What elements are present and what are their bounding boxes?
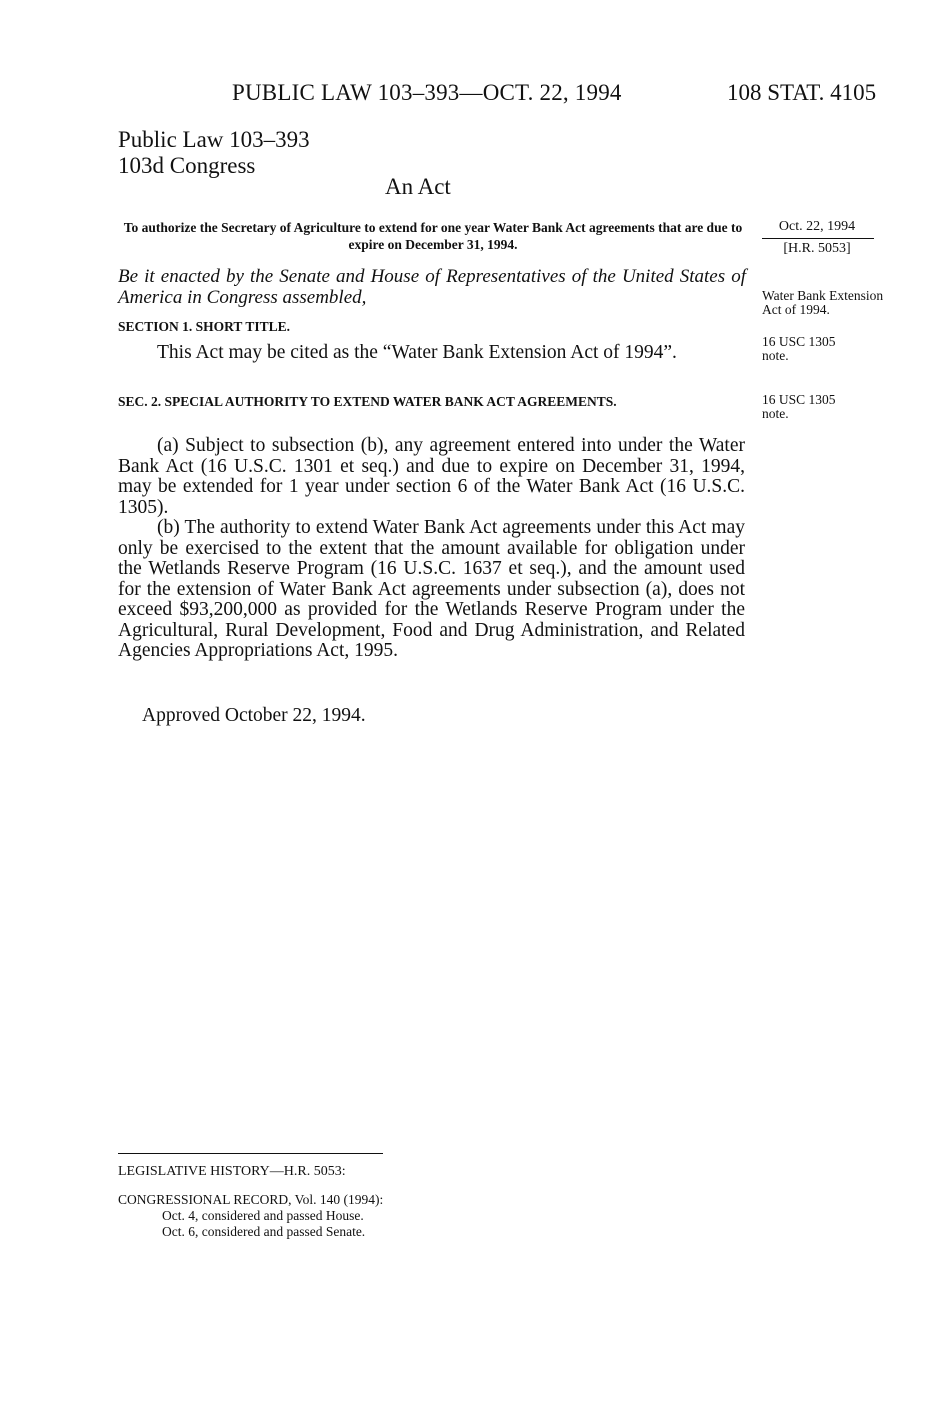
running-head: PUBLIC LAW 103–393—OCT. 22, 1994 — [232, 80, 622, 105]
congressional-record-citation: CONGRESSIONAL RECORD, Vol. 140 (1994): — [118, 1192, 384, 1207]
section-2-heading: SEC. 2. SPECIAL AUTHORITY TO EXTEND WATER BANK ACT AGREEMENTS. — [118, 394, 617, 409]
margin-date: Oct. 22, 1994 — [778, 219, 856, 234]
purpose-statement: To authorize the Secretary of Agriculture to extend for one year Water Bank Act agreements that are due to expire on December 31, 1994. — [123, 220, 743, 252]
enacting-clause: Be it enacted by the Senate and House of Representatives of the United States of America in Congress assembled, — [118, 266, 746, 308]
margin-note-usc-1: 16 USC 1305 note. — [762, 334, 836, 363]
congress-number: 103d Congress — [118, 153, 256, 178]
margin-note-short-title: Water Bank Extension Act of 1994. — [762, 288, 884, 317]
margin-divider — [762, 238, 874, 239]
statutes-citation: 108 STAT. 4105 — [727, 80, 877, 105]
section-1-heading: SECTION 1. SHORT TITLE. — [118, 319, 290, 334]
legislative-action: Oct. 6, considered and passed Senate. — [162, 1224, 366, 1239]
approval-date: Approved October 22, 1994. — [142, 705, 366, 726]
legislative-history-divider — [118, 1153, 383, 1154]
section-2-paragraph-b: (b) The authority to extend Water Bank Act agreements under this Act may only be exercised to the extent that the amount available for obligation under the Wetlands Reserve Program (16 U.S.C. 1637 et seq.), and the amount used for the extension of Water Bank Act agreements under subsection (a), does not exceed $93,200,000 as provided for the Wetlands Reserve Program under the Agricultural, Rural Development, Food and Drug Administration, and Related Agencies Appropriations Act, 1995. — [118, 517, 745, 661]
act-title: An Act — [385, 174, 451, 199]
legislative-action: Oct. 4, considered and passed House. — [162, 1208, 364, 1223]
legislative-history-heading: LEGISLATIVE HISTORY—H.R. 5053: — [118, 1164, 346, 1179]
section-2-paragraph-a: (a) Subject to subsection (b), any agreement entered into under the Water Bank Act (16 U.S.C. 1301 et seq.) and due to expire on December 31, 1994, may be extended for 1 year under section 6 of the Water Bank Act (16 U.S.C. 1305). — [118, 435, 745, 518]
section-1-text: This Act may be cited as the “Water Bank Extension Act of 1994”. — [157, 342, 677, 363]
margin-note-usc-2: 16 USC 1305 note. — [762, 392, 836, 421]
margin-bill-number: [H.R. 5053] — [783, 241, 851, 256]
public-law-number: Public Law 103–393 — [118, 127, 310, 152]
